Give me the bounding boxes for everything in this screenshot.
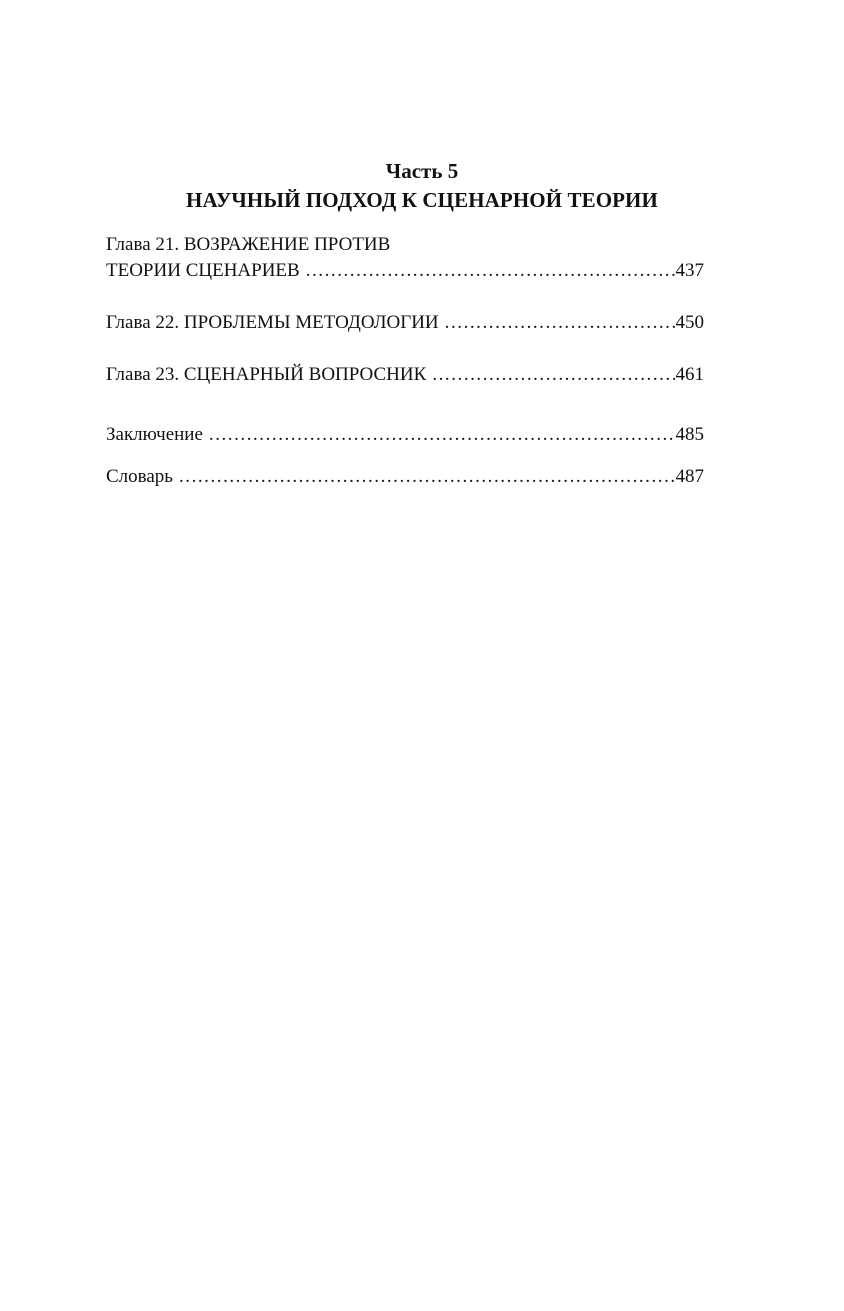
part-title: НАУЧНЫЙ ПОДХОД К СЦЕНАРНОЙ ТЕОРИИ: [186, 188, 658, 212]
toc-entry-glossary: [106, 464, 704, 490]
toc-entry-label: Глава 22. ПРОБЛЕМЫ МЕТОДОЛОГИИ: [106, 312, 439, 333]
dot-leader: [179, 464, 675, 490]
toc-entry-label-line1: Глава 21. ВОЗРАЖЕНИЕ ПРОТИВ: [106, 234, 391, 255]
toc-entry-chapter-22: [106, 310, 704, 336]
toc-entry-page-number: 461: [675, 364, 704, 385]
toc-entry-conclusion: [106, 422, 704, 448]
dot-leader: [445, 310, 675, 336]
toc-entry-page-number: 450: [675, 312, 704, 333]
toc-entry-line: [106, 310, 704, 336]
toc-entry-chapter-21: [106, 232, 704, 284]
toc-entry-page-number: 487: [675, 466, 704, 487]
dot-leader: [432, 362, 674, 388]
dot-leader: [209, 422, 675, 448]
toc-entry-label: Заключение: [106, 424, 203, 445]
dot-leader: [306, 258, 675, 284]
toc-entry-line: [106, 464, 704, 490]
toc-entry-page-number: 437: [675, 260, 704, 281]
toc-entry-label-line2: ТЕОРИИ СЦЕНАРИЕВ: [106, 260, 300, 281]
toc-entry-label: Словарь: [106, 466, 173, 487]
toc-entry-line: [106, 362, 704, 388]
toc-entry-label: Глава 23. СЦЕНАРНЫЙ ВОПРОСНИК: [106, 364, 427, 385]
toc-entry-line: [106, 258, 704, 284]
toc-entry-line: [106, 422, 704, 448]
toc-entry-page-number: 485: [675, 424, 704, 445]
toc-entry-chapter-23: [106, 362, 704, 388]
part-number: Часть 5: [385, 159, 459, 183]
